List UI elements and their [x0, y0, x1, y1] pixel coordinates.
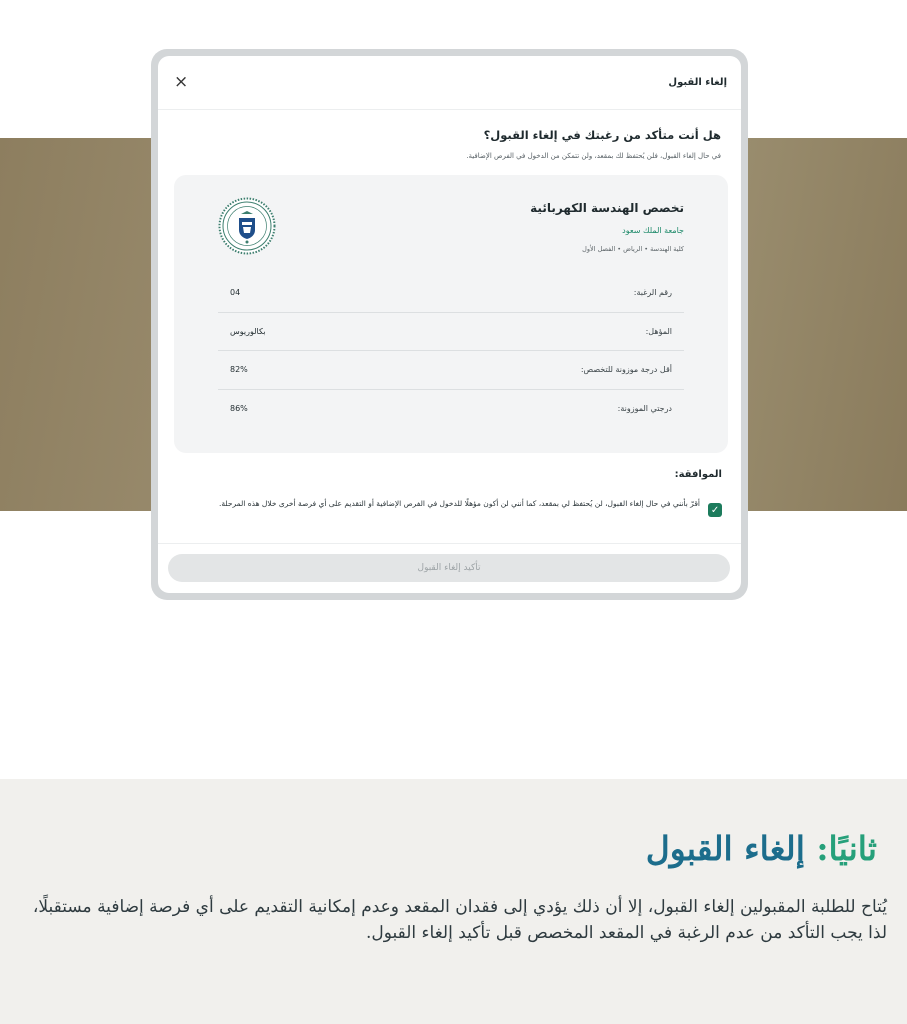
detail-value: 86%	[230, 404, 248, 414]
university-seal-icon	[218, 197, 276, 255]
dialog-title: إلغاء القبول	[668, 77, 727, 88]
info-section	[0, 779, 907, 1024]
consent-block	[180, 497, 722, 517]
confirm-cancel-button[interactable]: تأكيد إلغاء القبول	[168, 554, 730, 582]
detail-value: 04	[230, 288, 241, 298]
detail-row	[218, 351, 684, 390]
dialog-header	[158, 56, 741, 110]
major-name: تخصص الهندسة الكهربائية	[530, 201, 684, 215]
section-title-number: ثانيًا:	[816, 829, 877, 868]
admission-meta: كلية الهندسة • الرياض • الفصل الأول	[582, 245, 684, 253]
section-description: يُتاح للطلبة المقبولين إلغاء القبول، إلا أن ذلك يؤدي إلى فقدان المقعد وعدم إمكانية التقديم على أي فرصة إضافية مستقبلًا، لذا يجب التأكد من عدم الرغبة في المقعد المخصص قبل تأكيد إلغاء القبول.	[32, 897, 887, 943]
consent-checkbox[interactable]	[708, 503, 722, 517]
detail-label: المؤهل:	[645, 326, 672, 336]
checkmark-icon: ✓	[710, 504, 720, 516]
device-frame	[151, 49, 748, 600]
consent-heading: الموافقة:	[674, 469, 722, 480]
admission-details	[218, 274, 684, 428]
university-name: جامعة الملك سعود	[622, 226, 684, 235]
consent-text: أقرّ بأنني في حال إلغاء القبول، لن يُحتفظ لي بمقعد، كما أنني لن أكون مؤهلًا للدخول في الفرص الإضافية أو التقديم على أي فرصة أخرى خلال هذه المرحلة.	[218, 499, 700, 508]
warning-note: في حال إلغاء القبول، فلن يُحتفظ لك بمقعد، ولن تتمكن من الدخول في الفرص الإضافية.	[466, 152, 721, 160]
detail-value: 82%	[230, 365, 248, 375]
section-title-text: إلغاء القبول	[645, 829, 817, 868]
detail-row	[218, 274, 684, 313]
detail-value: بكالوريوس	[230, 326, 266, 336]
cancel-acceptance-dialog	[158, 56, 741, 593]
dialog-footer	[158, 543, 741, 593]
detail-label: درجتي الموزونة:	[617, 404, 672, 414]
detail-label: رقم الرغبة:	[633, 288, 672, 298]
detail-row	[218, 390, 684, 429]
detail-row	[218, 313, 684, 352]
section-title	[646, 829, 877, 868]
confirm-question: هل أنت متأكد من رغبتك في إلغاء القبول؟	[483, 128, 721, 142]
admission-card	[174, 175, 728, 453]
detail-label: أقل درجة موزونة للتخصص:	[580, 365, 672, 375]
close-icon[interactable]: ×	[174, 72, 189, 92]
